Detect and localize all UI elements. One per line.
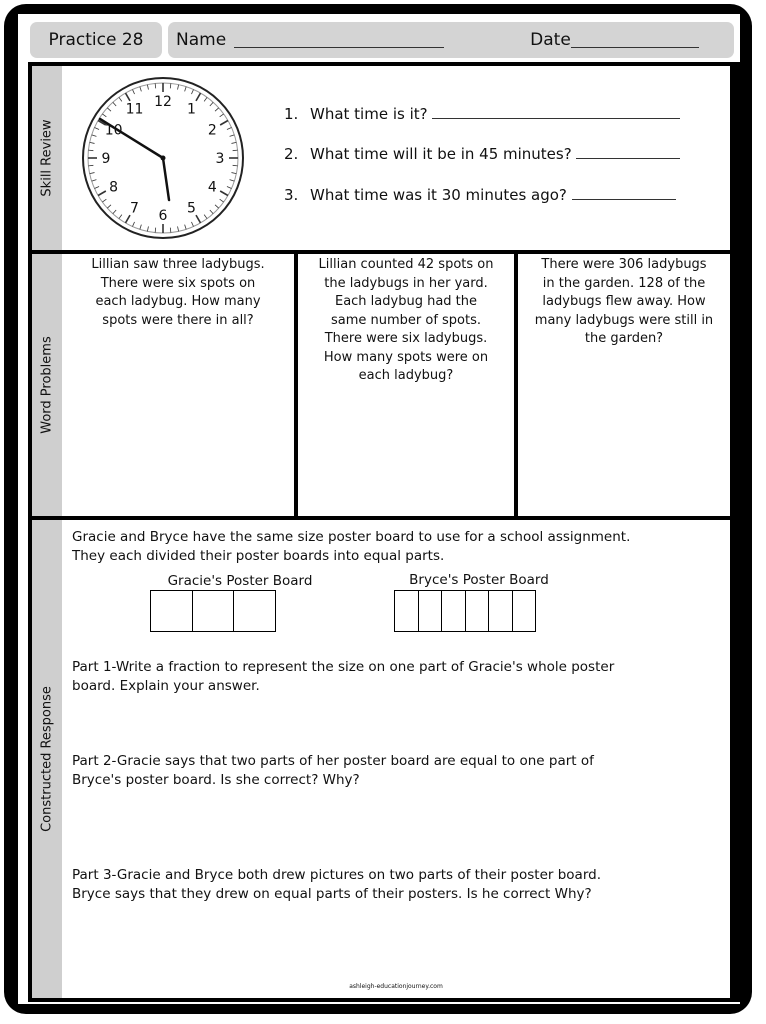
skill-review-section bbox=[62, 66, 730, 250]
bryce-board-part bbox=[442, 591, 466, 631]
constructed-response-label: Constructed Response bbox=[39, 686, 55, 832]
name-date-box bbox=[168, 22, 734, 58]
practice-number: Practice 28 bbox=[48, 30, 144, 50]
skill-review-label: Skill Review bbox=[39, 119, 55, 197]
question-1: 1. What time is it? bbox=[284, 104, 680, 123]
cr-part-1: Part 1-Write a fraction to represent the size on one part of Gracie's whole poster board. Explain your answer. bbox=[72, 659, 615, 694]
clock-tick bbox=[233, 150, 238, 151]
answer-line-1[interactable] bbox=[432, 104, 680, 119]
word-problem-1-text: Lillian saw three ladybugs. There were six spots on each ladybug. How many spots were there in all? bbox=[91, 257, 265, 328]
bryce-board-part bbox=[419, 591, 443, 631]
word-problem-3-text: There were 306 ladybugs in the garden. 128 of the ladybugs flew away. How many ladybugs were still in the garden? bbox=[534, 257, 714, 346]
word-problems-label: Word Problems bbox=[39, 336, 55, 434]
bryce-board-label: Bryce's Poster Board bbox=[409, 572, 549, 588]
name-line[interactable] bbox=[234, 33, 444, 48]
word-problems-tab bbox=[32, 254, 62, 516]
name-label: Name bbox=[176, 30, 227, 50]
clock-number: 7 bbox=[130, 200, 139, 217]
word-problem-3 bbox=[518, 254, 730, 516]
clock-number: 8 bbox=[109, 179, 119, 196]
clock-tick bbox=[88, 165, 93, 166]
date-line[interactable] bbox=[571, 33, 699, 48]
gracie-board-part bbox=[193, 591, 235, 631]
clock-tick bbox=[155, 228, 156, 233]
clock-number: 5 bbox=[187, 200, 196, 217]
sections-grid bbox=[28, 62, 740, 1002]
constructed-response-tab bbox=[32, 520, 62, 998]
answer-line-3[interactable] bbox=[572, 185, 676, 200]
answer-line-2[interactable] bbox=[576, 144, 680, 159]
word-problem-2-text: Lillian counted 42 spots on the ladybugs in her yard. Each ladybug had the same number of spots. There were six ladybugs. How many spots were on each ladybug? bbox=[318, 257, 494, 383]
gracie-board-part bbox=[151, 591, 193, 631]
worksheet bbox=[18, 14, 740, 1004]
clock-number: 2 bbox=[207, 122, 217, 139]
constructed-response-section bbox=[62, 520, 730, 998]
bryce-poster-board bbox=[394, 590, 536, 632]
cr-intro: Gracie and Bryce have the same size poster board to use for a school assignment. They each divided their poster boards into equal parts. bbox=[72, 529, 631, 564]
gracie-board-part bbox=[234, 591, 275, 631]
word-problem-1 bbox=[62, 254, 294, 516]
clock-tick bbox=[88, 150, 93, 151]
bryce-board-part bbox=[466, 591, 490, 631]
question-2: 2. What time will it be in 45 minutes? bbox=[284, 144, 680, 163]
bryce-board-part bbox=[513, 591, 536, 631]
clock-number: 4 bbox=[207, 179, 217, 196]
clock-tick bbox=[233, 165, 238, 166]
practice-box bbox=[30, 22, 162, 58]
clock-number: 12 bbox=[154, 94, 172, 110]
footer-url: ashleigh-educationjourney.com bbox=[349, 983, 443, 990]
cr-part-2: Part 2-Gracie says that two parts of her poster board are equal to one part of Bryce's poster board. Is she correct? Why? bbox=[72, 753, 594, 788]
bryce-board-part bbox=[395, 591, 419, 631]
clock-tick bbox=[155, 83, 156, 88]
clock-center bbox=[161, 156, 166, 161]
clock-number: 9 bbox=[101, 151, 111, 167]
clock-tick bbox=[170, 228, 171, 233]
clock-number: 3 bbox=[215, 151, 225, 167]
question-3: 3. What time was it 30 minutes ago? bbox=[284, 185, 676, 204]
clock-number: 10 bbox=[104, 122, 123, 139]
cr-part-3: Part 3-Gracie and Bryce both drew pictures on two parts of their poster board. Bryce says that they drew on equal parts of their posters. Is he correct Why? bbox=[72, 867, 601, 902]
clock-face bbox=[78, 72, 248, 244]
clock-number: 6 bbox=[158, 208, 168, 224]
gracie-board-label: Gracie's Poster Board bbox=[167, 573, 313, 589]
word-problem-2 bbox=[298, 254, 514, 516]
gracie-poster-board bbox=[150, 590, 276, 632]
clock-number: 11 bbox=[125, 101, 144, 118]
clock-number: 1 bbox=[187, 101, 196, 118]
clock-tick bbox=[170, 83, 171, 88]
date-label: Date bbox=[530, 30, 571, 50]
skill-review-tab bbox=[32, 66, 62, 250]
bryce-board-part bbox=[489, 591, 513, 631]
